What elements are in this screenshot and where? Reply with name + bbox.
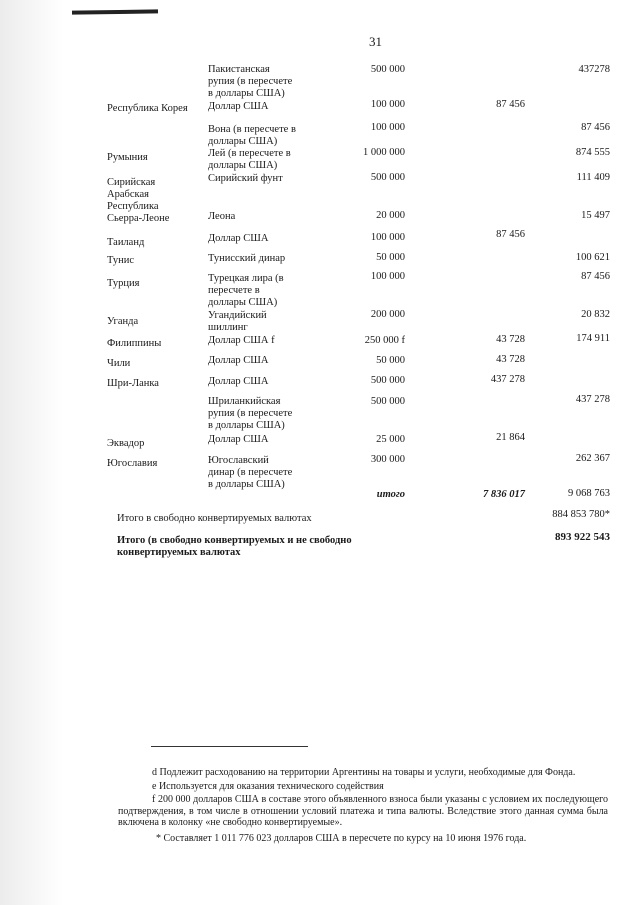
pledged-cell: 200 000 bbox=[370, 309, 405, 320]
country-cell: Тунис bbox=[107, 255, 135, 266]
currency-cell: Угандийский шиллинг bbox=[208, 310, 267, 333]
currency-cell: Сирийский фунт bbox=[208, 173, 283, 184]
pledged-cell: 50 000 bbox=[376, 252, 405, 263]
currency-cell: Югославский динар (в пересчете в доллары США) bbox=[208, 455, 293, 490]
paid-cell: 87 456 bbox=[496, 99, 525, 110]
country-cell: Югославия bbox=[107, 458, 158, 469]
total-convertible-label: Итого в свободно конвертируемых валютах bbox=[117, 513, 312, 524]
unpaid-cell: 87 456 bbox=[581, 271, 610, 282]
country-cell: Сьерра-Леоне bbox=[107, 213, 170, 224]
unpaid-cell: 437 278 bbox=[575, 394, 610, 405]
unpaid-cell: 174 911 bbox=[576, 333, 610, 344]
pledged-cell: 250 000 f bbox=[364, 335, 405, 346]
unpaid-cell: 20 832 bbox=[581, 309, 610, 320]
currency-cell: Доллар США bbox=[208, 434, 269, 445]
pledged-cell: 100 000 bbox=[370, 271, 405, 282]
footnote-e: e Используется для оказания технического содействия bbox=[152, 781, 384, 792]
country-cell: Румыния bbox=[107, 152, 148, 163]
country-cell: Уганда bbox=[107, 316, 139, 327]
country-cell: Чили bbox=[107, 358, 131, 369]
currency-cell: Леона bbox=[208, 211, 236, 222]
country-cell: Республика Корея bbox=[107, 103, 188, 114]
pledged-cell: 100 000 bbox=[370, 122, 405, 133]
footnote-star: * Составляет 1 011 776 023 долларов США в пересчете по курсу на 10 июня 1976 года. bbox=[156, 833, 527, 844]
currency-cell: Тунисский динар bbox=[208, 253, 286, 264]
pledged-cell: 500 000 bbox=[370, 172, 405, 183]
footnote-separator bbox=[151, 746, 308, 747]
currency-cell: Вона (в пересчете в доллары США) bbox=[208, 124, 296, 147]
subtotal-unpaid: 9 068 763 bbox=[568, 488, 610, 499]
unpaid-cell: 262 367 bbox=[575, 453, 610, 464]
grand-total-value: 893 922 543 bbox=[555, 531, 610, 543]
country-cell: Турция bbox=[107, 278, 140, 289]
country-cell: Шри-Ланка bbox=[107, 378, 159, 389]
paid-cell: 437 278 bbox=[490, 374, 525, 385]
currency-cell: Доллар США bbox=[208, 233, 269, 244]
country-cell: Филиппины bbox=[107, 338, 162, 349]
pledged-cell: 100 000 bbox=[370, 232, 405, 243]
currency-cell: Шриланкийская рупия (в пересчете в доллары США) bbox=[208, 396, 293, 431]
currency-cell: Пакистанская рупия (в пересчете в доллары США) bbox=[208, 64, 293, 99]
pledged-cell: 50 000 bbox=[376, 355, 405, 366]
pledged-cell: 100 000 bbox=[370, 99, 405, 110]
subtotal-label: итого bbox=[376, 489, 405, 500]
pledged-cell: 20 000 bbox=[376, 210, 405, 221]
footnote-d: d Подлежит расходованию на территории Аргентины на товары и услуги, необходимые для Фонда. bbox=[152, 767, 576, 778]
scan-mark bbox=[72, 9, 158, 14]
paid-cell: 21 864 bbox=[496, 432, 525, 443]
pledged-cell: 500 000 bbox=[370, 64, 405, 75]
pledged-cell: 500 000 bbox=[370, 375, 405, 386]
page-number: 31 bbox=[369, 34, 382, 49]
country-cell: Сирийская Арабская Республика bbox=[107, 177, 159, 212]
currency-cell: Доллар США bbox=[208, 376, 269, 387]
total-convertible-value: 884 853 780* bbox=[552, 509, 610, 520]
currency-cell: Лей (в пересчете в доллары США) bbox=[208, 148, 291, 171]
currency-cell: Доллар США bbox=[208, 355, 269, 366]
currency-cell: Доллар США f bbox=[208, 335, 275, 346]
currency-cell: Турецкая лира (в пересчете в доллары США) bbox=[208, 273, 284, 308]
unpaid-cell: 100 621 bbox=[575, 252, 610, 263]
paid-cell: 43 728 bbox=[496, 334, 525, 345]
country-cell: Эквадор bbox=[107, 438, 145, 449]
pledged-cell: 25 000 bbox=[376, 434, 405, 445]
pledged-cell: 500 000 bbox=[370, 396, 405, 407]
grand-total-label: Итого (в свободно конвертируемых и не свободно конвертируемых валютах bbox=[117, 535, 352, 558]
footnote-f: f 200 000 долларов США в составе этого объявленного взноса были указаны с условием их последующего подтверждения, в том числе в отношении условий платежа и типа валюты. Вследствие этого данная сумма была включена в колонку «не свободно конвертируемые». bbox=[118, 794, 608, 828]
unpaid-cell: 111 409 bbox=[576, 172, 610, 183]
currency-cell: Доллар США bbox=[208, 101, 269, 112]
unpaid-cell: 437278 bbox=[578, 64, 610, 75]
paid-cell: 43 728 bbox=[496, 354, 525, 365]
pledged-cell: 300 000 bbox=[370, 454, 405, 465]
subtotal-paid: 7 836 017 bbox=[483, 489, 525, 500]
unpaid-cell: 874 555 bbox=[575, 147, 610, 158]
unpaid-cell: 15 497 bbox=[581, 210, 610, 221]
scan-shadow bbox=[0, 0, 90, 905]
unpaid-cell: 87 456 bbox=[581, 122, 610, 133]
paid-cell: 87 456 bbox=[496, 229, 525, 240]
country-cell: Таиланд bbox=[107, 237, 145, 248]
pledged-cell: 1 000 000 bbox=[363, 147, 405, 158]
